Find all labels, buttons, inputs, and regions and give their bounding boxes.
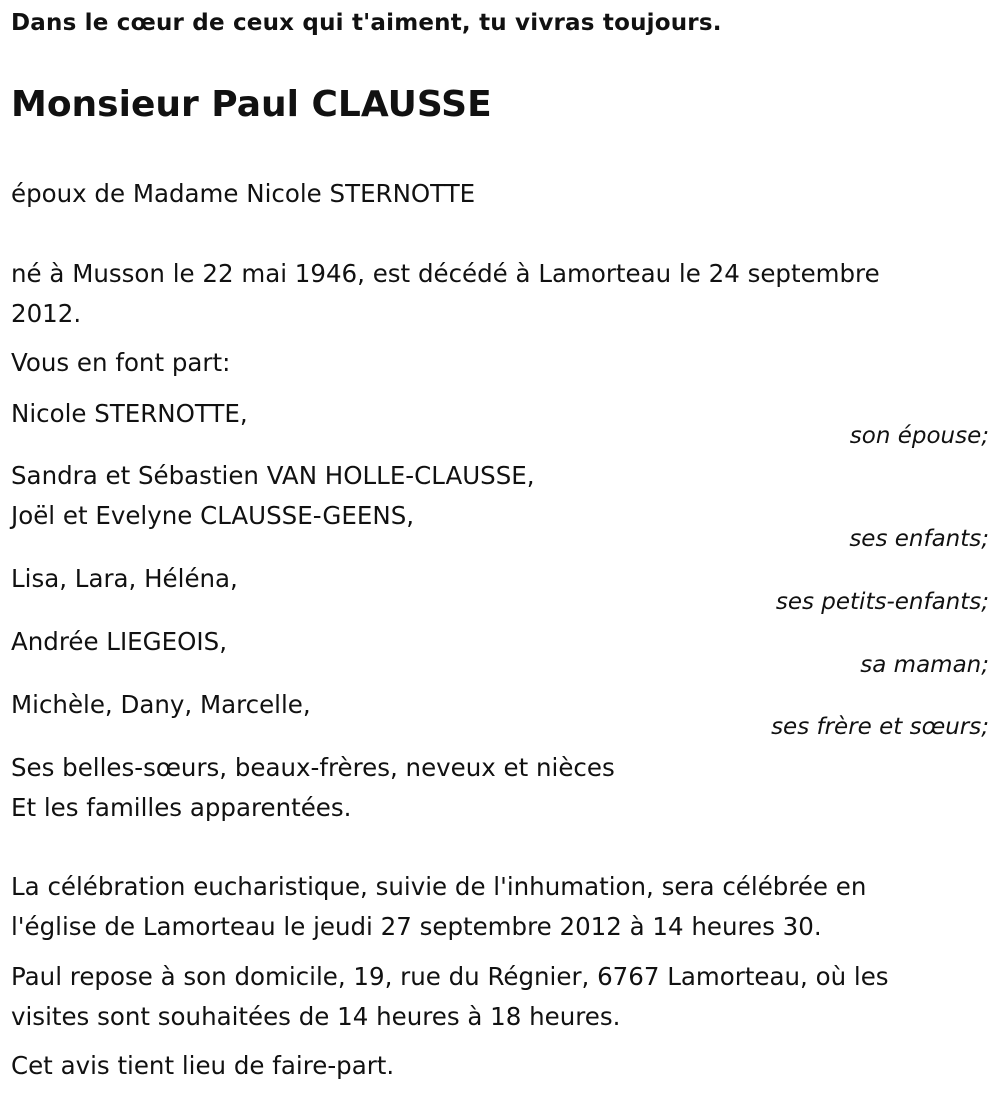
ceremony-line-1: La célébration eucharistique, suivie de l'inhumation, sera célébrée en	[11, 872, 867, 901]
family-children-names-2: Joël et Evelyne CLAUSSE-GEENS,	[11, 501, 415, 530]
birth-death-line-2: 2012.	[11, 299, 82, 328]
visitation-line-2: visites sont souhaitées de 14 heures à 18 heures.	[11, 1002, 621, 1031]
family-grandchildren-relation: ses petits-enfants;	[775, 589, 989, 615]
spouse-line: époux de Madame Nicole STERNOTTE	[11, 179, 476, 208]
family-others-line-2: Et les familles apparentées.	[11, 793, 352, 822]
family-mother-relation: sa maman;	[860, 652, 989, 678]
family-siblings-names: Michèle, Dany, Marcelle,	[11, 690, 311, 719]
family-grandchildren-names: Lisa, Lara, Héléna,	[11, 564, 238, 593]
family-others-line-1: Ses belles-sœurs, beaux-frères, neveux et nièces	[11, 753, 615, 782]
family-children-names-1: Sandra et Sébastien VAN HOLLE-CLAUSSE,	[11, 461, 535, 490]
closing-line: Cet avis tient lieu de faire-part.	[11, 1051, 395, 1080]
epigraph: Dans le cœur de ceux qui t'aiment, tu vivras toujours.	[11, 10, 722, 36]
deceased-name: Monsieur Paul CLAUSSE	[11, 84, 492, 125]
visitation-line-1: Paul repose à son domicile, 19, rue du Régnier, 6767 Lamorteau, où les	[11, 962, 889, 991]
family-spouse-relation: son épouse;	[849, 423, 989, 449]
family-spouse-names: Nicole STERNOTTE,	[11, 399, 248, 428]
family-siblings-relation: ses frère et sœurs;	[771, 714, 989, 740]
ceremony-line-2: l'église de Lamorteau le jeudi 27 septembre 2012 à 14 heures 30.	[11, 912, 822, 941]
family-mother-names: Andrée LIEGEOIS,	[11, 627, 227, 656]
birth-death-line-1: né à Musson le 22 mai 1946, est décédé à Lamorteau le 24 septembre	[11, 259, 880, 288]
family-children-relation: ses enfants;	[849, 526, 989, 552]
announce-intro: Vous en font part:	[11, 348, 231, 377]
